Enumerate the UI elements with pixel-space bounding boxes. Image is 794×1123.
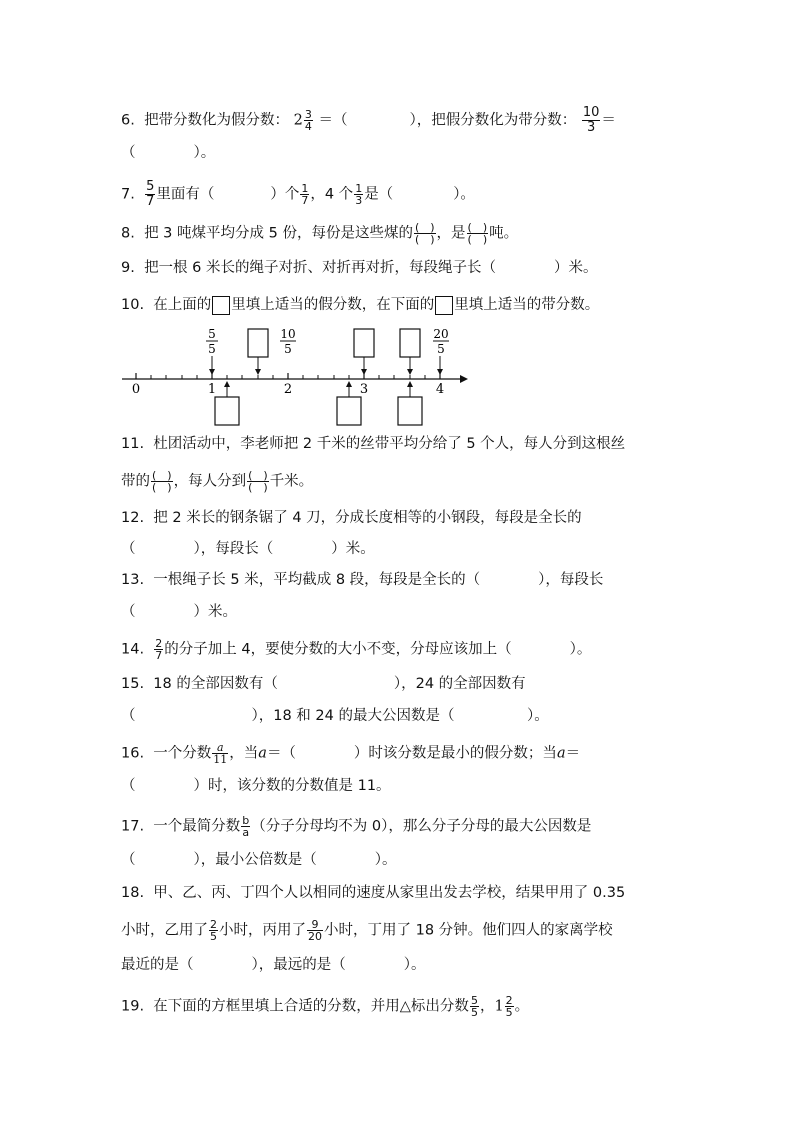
box-symbol-icon — [212, 296, 230, 315]
q17-text-1: 一个最简分数 — [153, 818, 241, 835]
question-7 — [121, 180, 475, 209]
q18-label: 18. — [121, 885, 145, 901]
top-fraction-10-5 — [280, 327, 296, 356]
svg-text:5: 5 — [208, 327, 216, 341]
svg-text:20: 20 — [433, 327, 449, 341]
q10-text-3: 里填上适当的带分数。 — [454, 297, 600, 313]
q11-text-4: 千米。 — [269, 473, 314, 490]
top-fraction-20-5 — [433, 327, 449, 375]
q9-label: 9. — [121, 260, 135, 276]
q6-improper-fraction: $\frac{10}{3}$ — [582, 105, 600, 135]
bottom-answer-box-2[interactable] — [337, 381, 361, 425]
svg-text:5: 5 — [208, 342, 216, 356]
q18-fraction-c: $\frac{9}{20}$ — [308, 918, 322, 943]
q19-text-2: ， — [479, 998, 495, 1015]
q7-text-2: ）个 — [270, 186, 300, 203]
q6-mixed-fraction: $\frac{3}{4}$ — [304, 108, 312, 133]
q17-text-2: （分子分母均不为 0），那么分子分母的最大公因数是 — [251, 818, 592, 835]
q18-fraction-b: $\frac{2}{5}$ — [210, 918, 217, 943]
q15-text-1: 18 的全部因数有（ ），24 的全部因数有 — [153, 676, 526, 692]
q16-text-3: ＝（ ）时该分数是最小的假分数；当 — [266, 745, 557, 762]
q16-fraction: $\frac{a}{11}$ — [213, 741, 228, 766]
q18-continuation-1 — [121, 919, 613, 942]
question-8 — [121, 222, 518, 245]
tick-label-2: 2 — [283, 382, 293, 397]
q11-text-1: 杜团活动中，李老师把 2 千米的丝带平均分给了 5 个人，每人分到这根丝 — [153, 436, 626, 452]
q11-text-3: ，每人分到 — [173, 473, 247, 490]
q7-fraction-a: $\frac{5}{7}$ — [146, 179, 155, 209]
tick-label-0: 0 — [131, 382, 141, 397]
svg-text:5: 5 — [284, 342, 292, 356]
question-14 — [121, 638, 591, 661]
q17-fraction: $\frac{b}{a}$ — [242, 814, 250, 839]
tick-label-3: 3 — [359, 382, 369, 397]
q19-text-1: 在下面的方框里填上合适的分数，并用△标出分数 — [153, 998, 469, 1015]
q17-continuation: （ ），最小公倍数是（ ）。 — [121, 852, 397, 868]
q16-variable: a — [258, 745, 267, 762]
q11-continuation — [121, 470, 313, 493]
q11-blank-fraction-1[interactable]: ( ) ( ) — [152, 469, 172, 494]
q6-text-4: ＝ — [601, 112, 616, 129]
svg-text:5: 5 — [437, 342, 445, 356]
question-18 — [121, 883, 625, 903]
q19-text-3: 。 — [514, 998, 530, 1015]
question-12 — [121, 508, 582, 528]
q6-text-1: 把带分数化为假分数： — [144, 112, 290, 129]
q8-label: 8. — [121, 225, 135, 242]
question-10 — [121, 295, 599, 315]
q7-text-1: 里面有（ — [156, 186, 215, 203]
q8-text-3: 吨。 — [489, 225, 519, 242]
q7-fraction-c: $\frac{1}{3}$ — [355, 182, 363, 207]
top-fraction-5-5 — [206, 327, 218, 375]
q15-continuation: （ ），18 和 24 的最大公因数是（ ）。 — [121, 708, 549, 724]
q18-text-2: 小时，乙用了 — [121, 922, 208, 939]
question-13 — [121, 570, 603, 590]
q13-label: 13. — [121, 572, 145, 588]
q14-label: 14. — [121, 641, 145, 658]
question-15 — [121, 674, 526, 694]
q7-text-5: ）。 — [453, 186, 475, 203]
question-6 — [121, 106, 616, 135]
q13-text-1: 一根绳子长 5 米，平均截成 8 段，每段是全长的（ ），每段长 — [153, 572, 604, 588]
q6-continuation: （ ）。 — [121, 145, 216, 161]
bottom-answer-box-3[interactable] — [398, 381, 422, 425]
q8-text-1: 把 3 吨煤平均分成 5 份，每份是这些煤的 — [144, 225, 413, 242]
bottom-answer-box-1[interactable] — [215, 381, 239, 425]
q19-fraction-a: $\frac{5}{5}$ — [470, 994, 478, 1019]
top-answer-box-1[interactable] — [248, 329, 268, 375]
tick-label-1: 1 — [207, 382, 217, 397]
q18-text-3: 小时，丙用了 — [219, 922, 306, 939]
q17-label: 17. — [121, 818, 145, 835]
box-symbol-icon — [435, 296, 453, 315]
svg-text:10: 10 — [280, 327, 296, 341]
tick-label-4: 4 — [435, 382, 445, 397]
top-answer-box-2[interactable] — [354, 329, 374, 375]
q16-text-2: ，当 — [229, 745, 259, 762]
q14-text-1: 的分子加上 4，要使分数的大小不变，分母应该加上（ ）。 — [164, 641, 592, 658]
q16-text-1: 一个分数 — [153, 745, 212, 762]
q16-label: 16. — [121, 745, 145, 762]
q16-continuation: （ ）时，该分数的分数值是 11。 — [121, 778, 391, 794]
q8-blank-fraction-1[interactable]: ( ) ( ) — [414, 221, 435, 246]
question-17 — [121, 815, 591, 838]
q15-label: 15. — [121, 676, 145, 692]
q19-fraction-b: $\frac{2}{5}$ — [505, 994, 513, 1019]
q11-text-2: 带的 — [121, 473, 150, 490]
q12-label: 12. — [121, 510, 145, 526]
number-line-arrow-icon — [460, 375, 468, 383]
q8-text-2: ，是 — [436, 225, 466, 242]
number-line-figure — [110, 325, 480, 430]
q6-label: 6. — [121, 112, 135, 129]
q10-text-1: 在上面的 — [153, 297, 212, 313]
q19-mixed-whole: 1 — [494, 998, 504, 1015]
q6-mixed-whole: 2 — [293, 112, 303, 129]
q16-variable: a — [556, 745, 566, 762]
q18-continuation-2: 最近的是（ ），最远的是（ ）。 — [121, 957, 426, 973]
q7-text-4: 是（ — [364, 186, 394, 203]
q7-fraction-b: $\frac{1}{7}$ — [301, 182, 309, 207]
q6-text-3: ），把假分数化为带分数： — [409, 112, 577, 129]
q18-text-1: 甲、乙、丙、丁四个人以相同的速度从家里出发去学校，结果甲用了 0.35 — [153, 885, 626, 901]
q12-text-1: 把 2 米长的钢条锯了 4 刀，分成长度相等的小钢段，每段是全长的 — [153, 510, 582, 526]
question-16 — [121, 742, 580, 765]
q10-label: 10. — [121, 297, 145, 313]
q16-text-4: ＝ — [565, 745, 581, 762]
question-9 — [121, 258, 598, 278]
q7-label: 7. — [121, 186, 135, 203]
q6-text-2: ＝（ — [318, 112, 348, 129]
q19-label: 19. — [121, 998, 145, 1015]
q11-blank-fraction-2[interactable]: ( ) ( ) — [248, 469, 268, 494]
q13-continuation: （ ）米。 — [121, 604, 237, 620]
q14-fraction: $\frac{2}{7}$ — [155, 637, 163, 662]
q7-text-3: ，4 个 — [310, 186, 354, 203]
q9-text: 把一根 6 米长的绳子对折、对折再对折，每段绳子长（ ）米。 — [144, 260, 598, 276]
q11-label: 11. — [121, 436, 145, 452]
q12-continuation: （ ），每段长（ ）米。 — [121, 541, 375, 557]
question-19 — [121, 995, 529, 1018]
q18-text-4: 小时，丁用了 18 分钟。他们四人的家离学校 — [324, 922, 613, 939]
q8-blank-fraction-2[interactable]: ( ) ( ) — [467, 221, 488, 246]
q10-text-2: 里填上适当的假分数，在下面的 — [231, 297, 435, 313]
question-11 — [121, 434, 625, 454]
top-answer-box-3[interactable] — [400, 329, 420, 375]
